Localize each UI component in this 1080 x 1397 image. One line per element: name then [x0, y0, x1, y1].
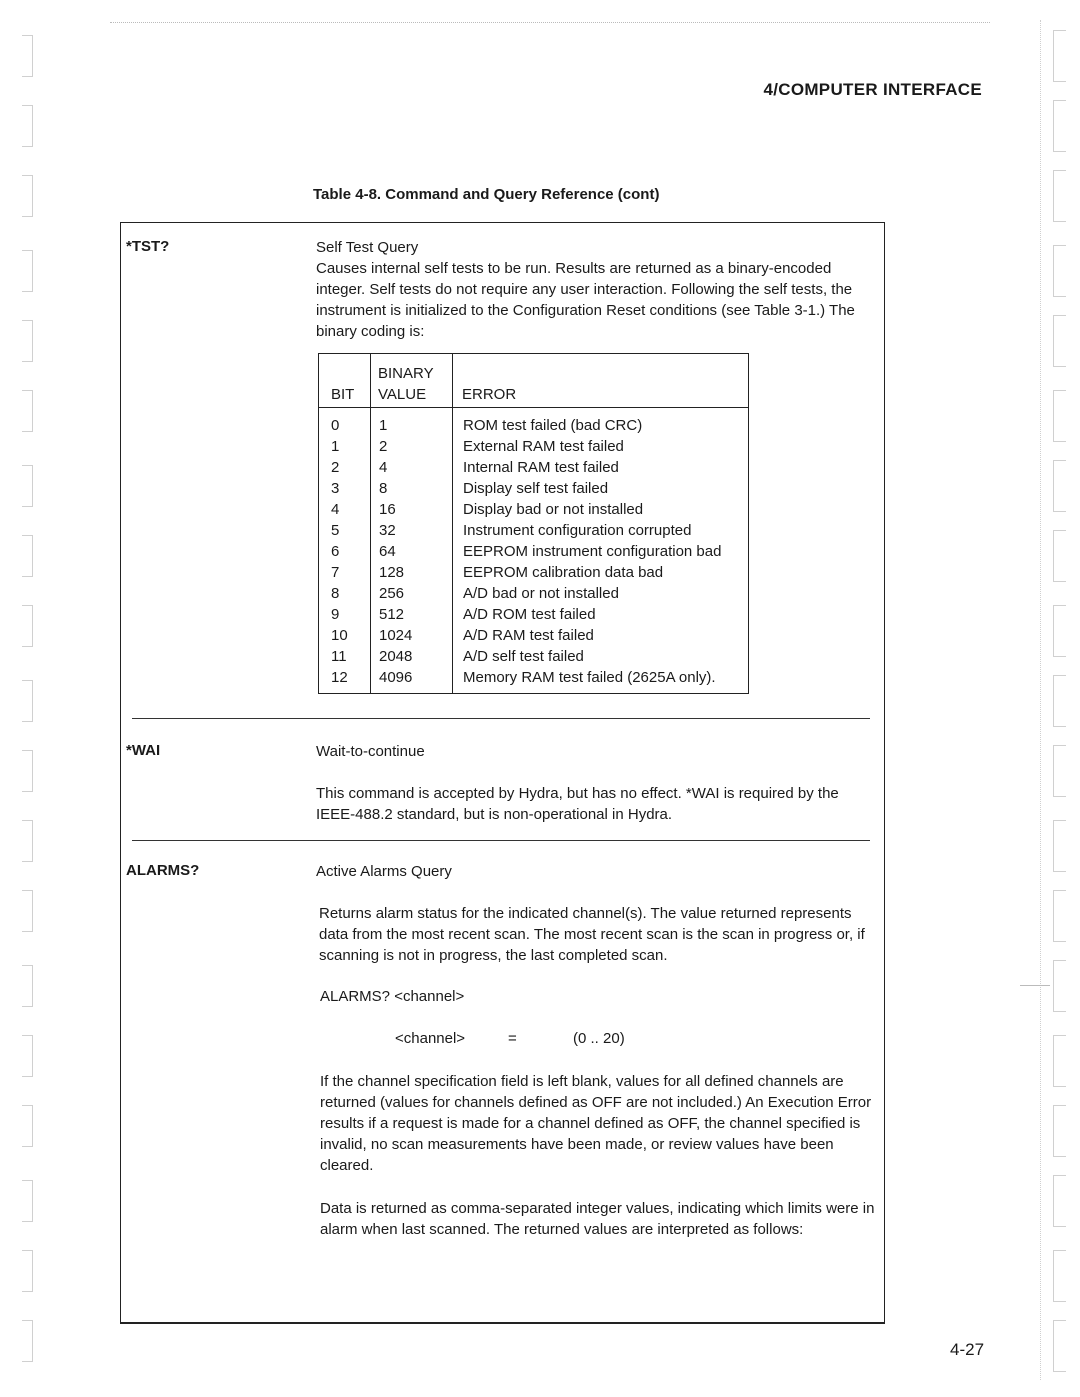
- table-title: Table 4-8. Command and Query Reference (cont): [313, 186, 660, 203]
- value-cell: 256: [379, 585, 405, 602]
- binding-mark: [22, 965, 33, 1007]
- value-cell: 1: [379, 417, 388, 434]
- value-cell: 512: [379, 606, 405, 623]
- binding-mark: [1053, 245, 1066, 297]
- error-cell: EEPROM instrument configuration bad: [463, 543, 722, 560]
- section-separator: [132, 840, 870, 841]
- command-alarms: ALARMS?: [126, 862, 200, 879]
- binding-mark: [22, 1320, 33, 1362]
- binding-mark: [1053, 100, 1066, 152]
- value-cell: 2048: [379, 648, 413, 665]
- table-row: [319, 478, 748, 499]
- bit-cell: 10: [331, 627, 348, 644]
- binding-mark: [1053, 170, 1066, 222]
- table-row: [319, 541, 748, 562]
- scan-right-edge: [1040, 20, 1041, 1380]
- error-cell: A/D ROM test failed: [463, 606, 596, 623]
- alarms-para-3: Data is returned as comma-separated integer values, indicating which limits were in alarm when last scanned. The returned values are interpreted as follows:: [320, 1200, 875, 1238]
- wai-description: This command is accepted by Hydra, but has no effect. *WAI is required by the IEEE-488.2 standard, but is non-operational in Hydra.: [316, 785, 839, 823]
- value-cell: 1024: [379, 627, 413, 644]
- table-row: [319, 520, 748, 541]
- binding-mark: [22, 680, 33, 722]
- bit-cell: 8: [331, 585, 340, 602]
- error-cell: A/D RAM test failed: [463, 627, 594, 644]
- binding-mark: [1053, 530, 1066, 582]
- binding-mark: [1053, 1175, 1066, 1227]
- table-row: [319, 583, 748, 604]
- header-binary: BINARY: [378, 365, 434, 382]
- table-row: [319, 625, 748, 646]
- alarms-syntax: ALARMS? <channel>: [320, 988, 465, 1005]
- scan-tick-mark: [1020, 985, 1050, 986]
- table-row: [319, 562, 748, 583]
- binding-mark: [22, 890, 33, 932]
- table-row: [319, 457, 748, 478]
- bit-cell: 1: [331, 438, 340, 455]
- binding-mark: [22, 465, 33, 507]
- bit-cell: 9: [331, 606, 340, 623]
- error-cell: Display self test failed: [463, 480, 609, 497]
- binding-mark: [1053, 675, 1066, 727]
- value-cell: 128: [379, 564, 405, 581]
- table-row: [319, 604, 748, 625]
- binary-coding-table: [318, 353, 749, 694]
- binding-mark: [22, 1180, 33, 1222]
- table-row: [319, 667, 748, 688]
- binding-mark: [1053, 390, 1066, 442]
- bit-cell: 3: [331, 480, 340, 497]
- binding-mark: [1053, 820, 1066, 872]
- page-number: 4-27: [950, 1340, 985, 1359]
- error-cell: Display bad or not installed: [463, 501, 644, 518]
- binding-mark: [1053, 960, 1066, 1012]
- binding-mark: [22, 535, 33, 577]
- binding-mark: [22, 390, 33, 432]
- bit-cell: 11: [331, 648, 347, 665]
- binding-mark: [22, 320, 33, 362]
- binding-mark: [1053, 315, 1066, 367]
- header-bit: BIT: [331, 386, 355, 403]
- value-cell: 4096: [379, 669, 413, 686]
- bit-cell: 7: [331, 564, 340, 581]
- binding-mark: [22, 750, 33, 792]
- bit-cell: 2: [331, 459, 340, 476]
- alarms-para-1: Returns alarm status for the indicated channel(s). The value returned represents data from the most recent scan. The most recent scan is the scan in progress or, if scanning is not in progress, the last completed scan.: [319, 905, 865, 964]
- param-equals: =: [508, 1030, 517, 1047]
- section-separator: [132, 718, 870, 719]
- section-header: 4/COMPUTER INTERFACE: [763, 80, 982, 99]
- error-cell: External RAM test failed: [463, 438, 624, 455]
- value-cell: 64: [379, 543, 396, 560]
- command-wai: *WAI: [126, 742, 161, 759]
- tst-title: Self Test Query: [316, 239, 419, 256]
- bit-cell: 5: [331, 522, 340, 539]
- table-header-rule: [319, 407, 748, 408]
- command-tst: *TST?: [126, 238, 170, 255]
- error-cell: EEPROM calibration data bad: [463, 564, 664, 581]
- header-error: ERROR: [462, 386, 517, 403]
- binding-mark: [1053, 605, 1066, 657]
- binding-mark: [22, 175, 33, 217]
- table-row: [319, 646, 748, 667]
- value-cell: 4: [379, 459, 388, 476]
- error-cell: Memory RAM test failed (2625A only).: [463, 669, 716, 686]
- table-row: [319, 499, 748, 520]
- error-cell: Internal RAM test failed: [463, 459, 619, 476]
- binding-mark: [22, 1250, 33, 1292]
- wai-title: Wait-to-continue: [316, 743, 425, 760]
- value-cell: 16: [379, 501, 396, 518]
- bit-cell: 6: [331, 543, 340, 560]
- binding-mark: [1053, 1320, 1066, 1372]
- binding-mark: [1053, 1105, 1066, 1157]
- param-range: (0 .. 20): [573, 1030, 625, 1047]
- error-cell: A/D self test failed: [463, 648, 584, 665]
- table-row: [319, 436, 748, 457]
- binding-mark: [22, 605, 33, 647]
- table-row: [319, 415, 748, 436]
- value-cell: 32: [379, 522, 396, 539]
- binding-mark: [22, 1105, 33, 1147]
- binding-mark: [1053, 890, 1066, 942]
- value-cell: 8: [379, 480, 388, 497]
- binding-mark: [1053, 1250, 1066, 1302]
- alarms-title: Active Alarms Query: [316, 863, 452, 880]
- binding-mark: [22, 250, 33, 292]
- bit-cell: 12: [331, 669, 348, 686]
- binding-mark: [22, 820, 33, 862]
- error-cell: A/D bad or not installed: [463, 585, 619, 602]
- error-cell: Instrument configuration corrupted: [463, 522, 692, 539]
- param-name: <channel>: [395, 1030, 466, 1047]
- scan-top-dotted-line: [110, 22, 990, 23]
- tst-description: Causes internal self tests to be run. Results are returned as a binary-encoded integer. Self tests do not require any user interaction. Following the self tests, the instrument is initialized to the Configuration Reset conditions (see Table 3-1.) The binary coding is:: [316, 260, 855, 340]
- binding-mark: [1053, 460, 1066, 512]
- binding-mark: [22, 35, 33, 77]
- binding-mark: [1053, 1035, 1066, 1087]
- bit-cell: 0: [331, 417, 340, 434]
- binding-mark: [22, 1035, 33, 1077]
- binding-mark: [22, 105, 33, 147]
- binding-mark: [1053, 745, 1066, 797]
- bit-cell: 4: [331, 501, 340, 518]
- header-value: VALUE: [378, 386, 427, 403]
- value-cell: 2: [379, 438, 388, 455]
- alarms-para-2: If the channel specification field is left blank, values for all defined channels are returned (values for channels defined as OFF are not included.) An Execution Error results if a request is made for a channel defined as OFF, the channel specified is invalid, no scan measurements have been made, or review values have been cleared.: [320, 1073, 872, 1174]
- error-cell: ROM test failed (bad CRC): [463, 417, 643, 434]
- binding-mark: [1053, 30, 1066, 82]
